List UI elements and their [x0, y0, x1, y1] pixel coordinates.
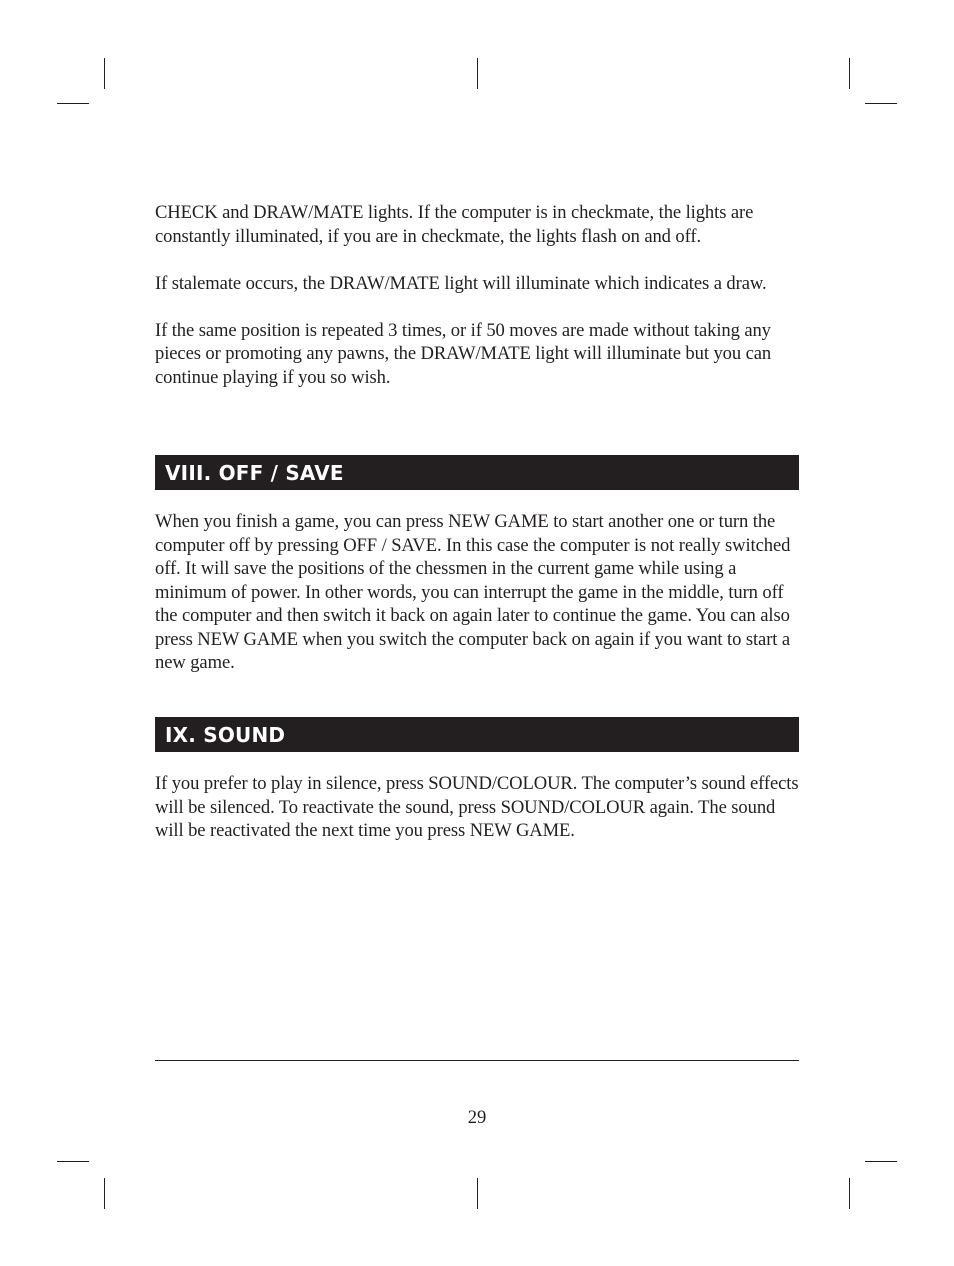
crop-mark	[104, 58, 105, 89]
section-heading-sound: IX. SOUND	[155, 717, 799, 752]
crop-mark	[57, 1161, 89, 1162]
crop-mark	[57, 103, 89, 104]
crop-mark	[865, 1161, 897, 1162]
intro-text	[155, 201, 799, 389]
section-heading-off-save: VIII. OFF / SAVE	[155, 455, 799, 490]
crop-mark	[865, 103, 897, 104]
crop-mark	[477, 58, 478, 89]
crop-mark	[849, 58, 850, 89]
crop-mark	[104, 1178, 105, 1209]
paragraph-off-save: When you finish a game, you can press NEW GAME to start another one or turn the computer off by pressing OFF / SAVE. In this case the computer is not really switched off. It will save the positions of the chessmen in the current game while using a minimum of power. In other words, you can interrupt the game in the middle, turn off the computer and then switch it back on again later to continue the game. You can also press NEW GAME when you switch the computer back on again if you want to start a new game.	[155, 511, 791, 673]
page-number: 29	[467, 1107, 487, 1128]
crop-mark	[477, 1178, 478, 1209]
crop-mark	[849, 1178, 850, 1209]
paragraph-repetition: If the same position is repeated 3 times, or if 50 moves are made without taking any pieces or promoting any pawns, the DRAW/MATE light will illuminate but you can continue playing if you so wish.	[155, 319, 772, 388]
section-sound-body	[155, 772, 799, 843]
paragraph-checkmate: CHECK and DRAW/MATE lights. If the computer is in checkmate, the lights are constantly illuminated, if you are in checkmate, the lights flash on and off.	[155, 202, 754, 247]
paragraph-stalemate: If stalemate occurs, the DRAW/MATE light will illuminate which indicates a draw.	[155, 272, 767, 294]
paragraph-sound: If you prefer to play in silence, press SOUND/COLOUR. The computer’s sound effects will be silenced. To reactivate the sound, press SOUND/COLOUR again. The sound will be reactivated the next time you press NEW GAME.	[155, 773, 799, 841]
footer-rule	[155, 1060, 799, 1061]
section-off-save-body	[155, 510, 799, 675]
